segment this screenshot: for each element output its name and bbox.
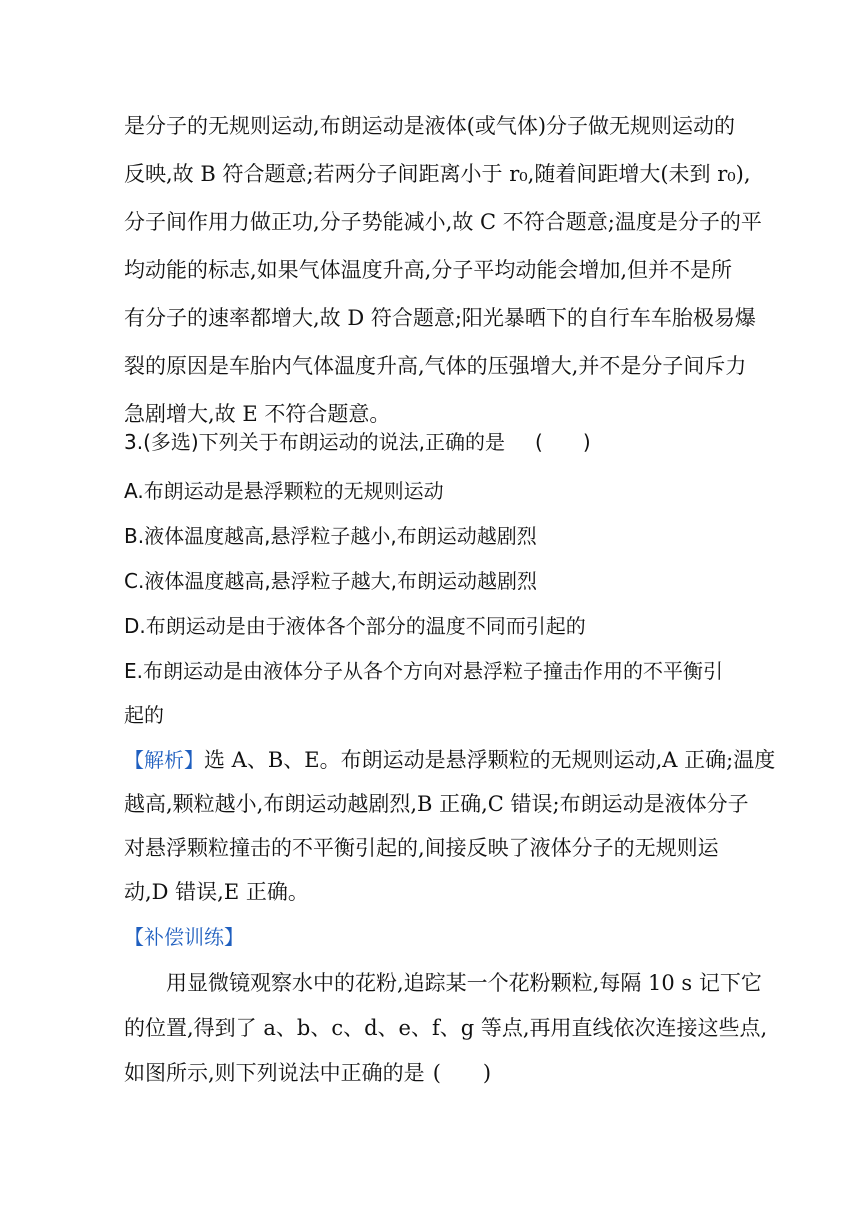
supplement-line-1: 用显微镜观察水中的花粉,追踪某一个花粉颗粒,每隔 10 s 记下它 xyxy=(166,971,762,995)
explanation-line-7: 急剧增大,故 E 不符合题意。 xyxy=(124,402,391,426)
analysis-line-1 xyxy=(124,745,775,775)
analysis-tag: 【解析】 xyxy=(124,748,204,772)
option-c: C.液体温度越高,悬浮粒子越大,布朗运动越剧烈 xyxy=(124,569,538,593)
option-e-line-1: E.布朗运动是由液体分子从各个方向对悬浮粒子撞击作用的不平衡引 xyxy=(124,659,723,683)
analysis-text-1: 选 A、B、E。布朗运动是悬浮颗粒的无规则运动,A 正确;温度 xyxy=(204,748,776,772)
supplement-line-3-row xyxy=(124,1058,491,1088)
analysis-line-2: 越高,颗粒越小,布朗运动越剧烈,B 正确,C 错误;布朗运动是液体分子 xyxy=(124,792,749,816)
analysis-line-3: 对悬浮颗粒撞击的不平衡引起的,间接反映了液体分子的无规则运 xyxy=(124,836,719,860)
question-3-stem: 3.(多选)下列关于布朗运动的说法,正确的是 xyxy=(124,430,506,454)
option-e-line-2: 起的 xyxy=(124,703,164,727)
explanation-line-4: 均动能的标志,如果气体温度升高,分子平均动能会增加,但并不是所 xyxy=(124,258,733,282)
explanation-line-5: 有分子的速率都增大,故 D 符合题意;阳光暴晒下的自行车车胎极易爆 xyxy=(124,306,756,330)
question-3-stem-row xyxy=(124,427,591,457)
supplement-line-2: 的位置,得到了 a、b、c、d、e、f、g 等点,再用直线依次连接这些点, xyxy=(124,1016,768,1040)
option-b: B.液体温度越高,悬浮粒子越小,布朗运动越剧烈 xyxy=(124,524,537,548)
explanation-line-2: 反映,故 B 符合题意;若两分子间距离小于 r₀,随着间距增大(未到 r₀), xyxy=(124,162,751,186)
explanation-line-6: 裂的原因是车胎内气体温度升高,气体的压强增大,并不是分子间斥力 xyxy=(124,354,747,378)
explanation-line-3: 分子间作用力做正功,分子势能减小,故 C 不符合题意;温度是分子的平 xyxy=(124,210,762,234)
analysis-line-4: 动,D 错误,E 正确。 xyxy=(124,880,309,904)
supplement-tag: 【补偿训练】 xyxy=(124,925,244,949)
supplement-line-3: 如图所示,则下列说法中正确的是 xyxy=(124,1061,425,1085)
explanation-line-1: 是分子的无规则运动,布朗运动是液体(或气体)分子做无规则运动的 xyxy=(124,114,736,138)
option-d: D.布朗运动是由于液体各个部分的温度不同而引起的 xyxy=(124,614,586,638)
supplement-answer-paren: ( ) xyxy=(432,1061,492,1085)
answer-paren: ( ) xyxy=(535,430,591,454)
option-a: A.布朗运动是悬浮颗粒的无规则运动 xyxy=(124,479,444,503)
